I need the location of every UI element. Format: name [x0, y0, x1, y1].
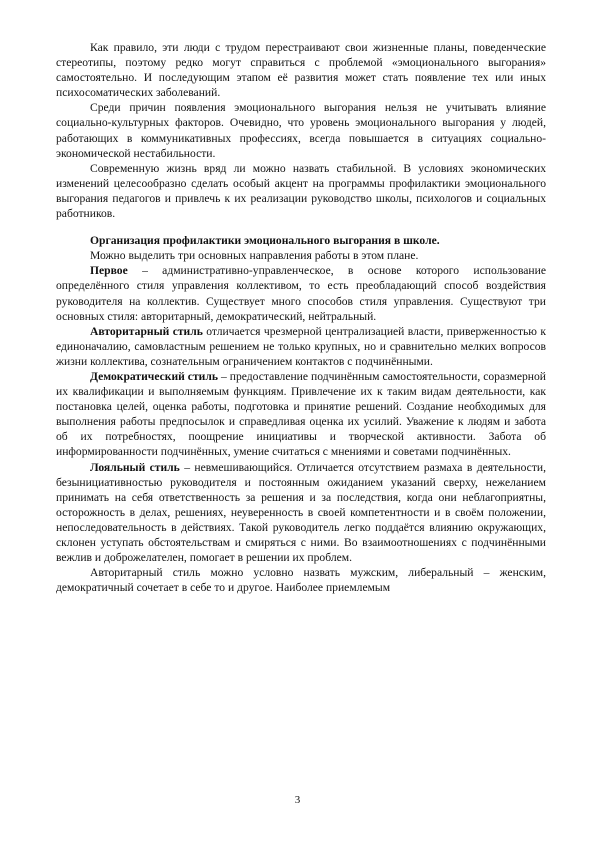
lead-term: Авторитарный стиль [90, 324, 203, 338]
paragraph-text: – административно-управленческое, в основе которого использование определённого стиля управления коллективом, то есть преобладающий способ воздействия руководителя на коллектив. Существует много способов стиля управления. Существуют три основных стиля: авторитарный, демократический, нейтральный. [56, 264, 546, 323]
paragraph-text: – невмешивающийся. Отличается отсутствием размаха в деятельности, безынициативностью руководителя и постоянным ожиданием указаний сверху, нежеланием принимать на себя ответственность за решения и за последствия, когда они неблагоприятны, осторожность в делах, решениях, неуверенность в своей компетентности и в своём положении, непоследовательность в действиях. Такой руководитель легко поддаётся влиянию окружающих, склонен уступать обстоятельствам и смиряться с ними. Во взаимоотношениях с подчинёнными вежлив и доброжелателен, помогает в решении их проблем. [56, 460, 546, 565]
document-body [56, 40, 546, 595]
paragraph-directions [56, 248, 546, 263]
paragraph-democratic [56, 369, 546, 460]
page-number: 3 [294, 794, 301, 806]
paragraph-text: Как правило, эти люди с трудом перестраивают свои жизненные планы, поведенческие стереотипы, поэтому редко могут справиться с проблемой «эмоционального выгорания» самостоятельно. И последующим этапом её развития может стать появление тех или иных психосоматических заболеваний. [56, 41, 546, 100]
lead-term: Демократический стиль [90, 369, 218, 383]
paragraph-text: Авторитарный стиль можно условно назвать мужским, либеральный – женским, демократичный сочетает в себе то и другое. Наиболее приемлемым [56, 566, 546, 595]
paragraph-first-direction [56, 263, 546, 323]
paragraph-modern-life [56, 161, 546, 221]
paragraph-authoritarian [56, 324, 546, 369]
lead-term: Лояльный стиль [90, 460, 180, 474]
lead-term: Первое [90, 264, 128, 278]
paragraph-text: – предоставление подчинённым самостоятельности, соразмерной их квалификации и выполняемым функциям. Привлечение их к таким видам деятельности, как постановка целей, оценка работы, подготовка и принятие решений. Создание необходимых для выполнения работы предпосылок и справедливая оценка их усилий. Уважение к людям и забота об их потребностях, поощрение инициативы и творческой активности. Забота об информированности подчинённых, умение считаться с мнениями и советами подчинённых. [56, 369, 546, 459]
paragraph-loyal [56, 460, 546, 566]
heading-text: Организация профилактики эмоционального выгорания в школе. [90, 234, 440, 248]
paragraph-text: отличается чрезмерной централизацией власти, приверженностью к единоначалию, самовластным решением не только крупных, но и сравнительно мелких вопросов жизни коллектива, сознательным ограничением контактов с подчинёнными. [56, 324, 546, 368]
paragraph-text: Среди причин появления эмоционального выгорания нельзя не учитывать влияние социально-культурных факторов. Очевидно, что уровень эмоционального выгорания у людей, работающих в коммуникативных профессиях, всегда повышается в ситуациях социально-экономической нестабильности. [56, 101, 546, 160]
section-heading [56, 233, 546, 248]
paragraph-psychosomatic [56, 40, 546, 100]
paragraph-social-factors [56, 100, 546, 160]
paragraph-styles-gender [56, 565, 546, 595]
paragraph-text: Современную жизнь вряд ли можно назвать стабильной. В условиях экономических изменений целесообразно сделать особый акцент на программы профилактики эмоционального выгорания педагогов и привлечь к их реализации руководство школы, психологов и социальных работников. [56, 161, 546, 221]
paragraph-text: Можно выделить три основных направления работы в этом плане. [90, 249, 419, 263]
